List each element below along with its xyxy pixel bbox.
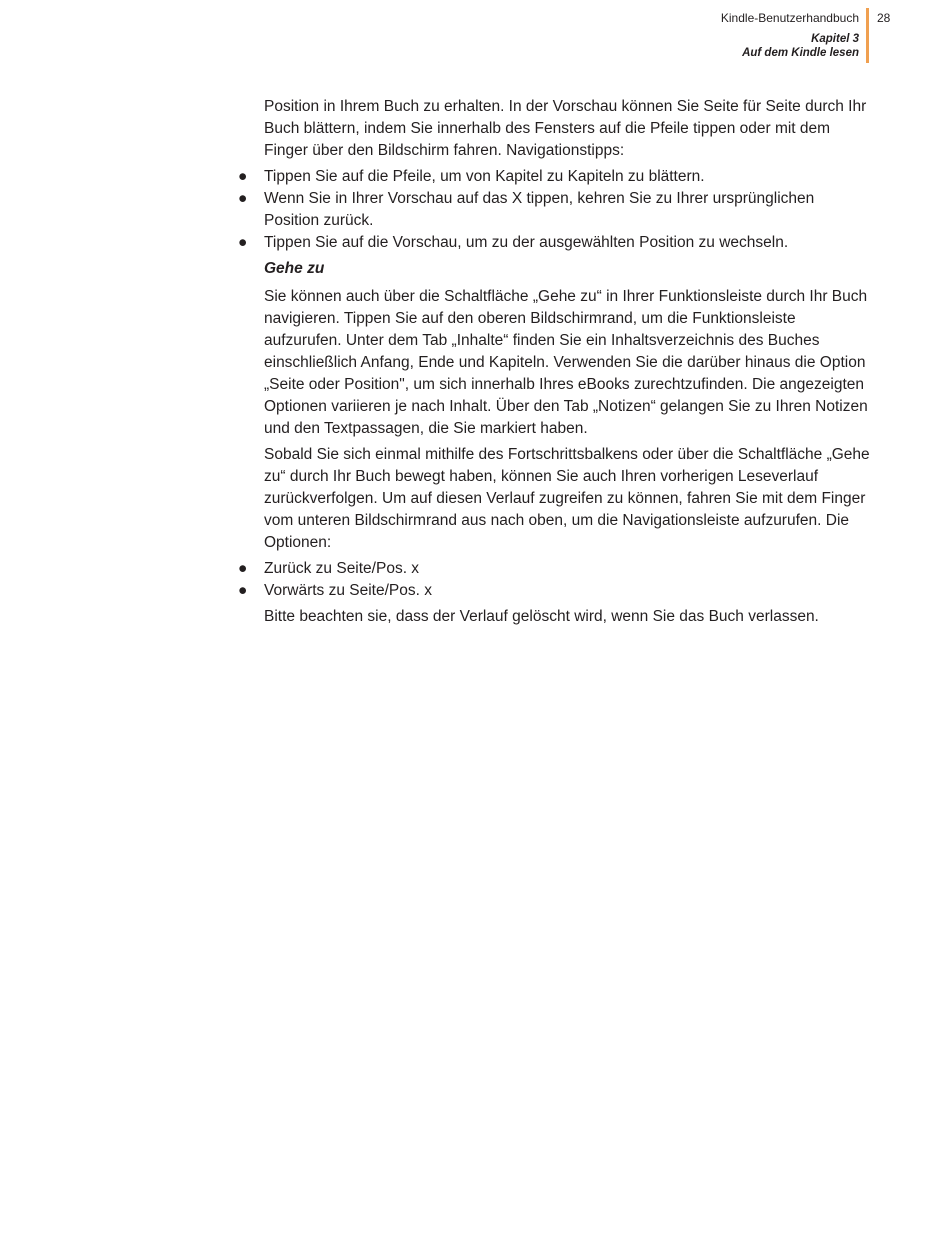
history-options-list — [238, 558, 870, 602]
list-item: ● Vorwärts zu Seite/Pos. x — [264, 580, 870, 602]
closing-paragraph: Bitte beachten sie, dass der Verlauf gelöscht wird, wenn Sie das Buch verlassen. — [264, 608, 819, 625]
list-item: ● Wenn Sie in Ihrer Vorschau auf das X tippen, kehren Sie zu Ihrer ursprünglichen Position zurück. — [238, 190, 815, 229]
book-title: Kindle-Benutzerhandbuch — [720, 11, 859, 25]
list-item: ● Tippen Sie auf die Pfeile, um von Kapitel zu Kapiteln zu blättern. — [264, 166, 870, 188]
bullet-icon: ● — [238, 560, 248, 577]
intro-paragraph: Position in Ihrem Buch zu erhalten. In der Vorschau können Sie Seite für Seite durch Ihr Buch blättern, indem Sie innerhalb des Fensters auf die Pfeile tippen oder mit dem Finger über den Bildschirm fahren. Navigationstipps: — [264, 98, 867, 159]
running-header — [467, 10, 867, 60]
navigation-tips-list — [238, 166, 870, 254]
chapter-number: Kapitel 3 — [811, 33, 859, 45]
chapter-title: Auf dem Kindle lesen — [742, 47, 859, 59]
page-content — [238, 96, 870, 632]
bullet-icon: ● — [238, 582, 248, 599]
history-paragraph: Sobald Sie sich einmal mithilfe des Fortschrittsbalkens oder über die Schaltfläche „Gehe zu“ durch Ihr Buch bewegt haben, können Sie auch Ihren vorherigen Leseverlauf zurückverfolgen. Um auf diesen Verlauf zugreifen zu können, fahren Sie mit dem Finger vom unteren Bildschirmrand aus nach oben, um die Navigationsleiste aufzurufen. Die Optionen: — [264, 446, 870, 551]
header-accent-bar — [866, 8, 869, 63]
goto-paragraph: Sie können auch über die Schaltfläche „Gehe zu“ in Ihrer Funktionsleiste durch Ihr Buch navigieren. Tippen Sie auf den oberen Bildschirmrand, um die Funktionsleiste aufzurufen. Unter dem Tab „Inhalte“ finden Sie ein Inhaltsverzeichnis des Buches einschließlich Anfang, Ende und Kapiteln. Verwenden Sie die darüber hinaus die Option „Seite oder Position", um sich innerhalb Ihres eBooks zurechtzufinden. Die angezeigten Optionen variieren je nach Inhalt. Über den Tab „Notizen“ gelangen Sie zu Ihren Notizen und den Textpassagen, die Sie markiert haben. — [264, 288, 868, 437]
bullet-icon: ● — [238, 190, 248, 207]
bullet-icon: ● — [238, 234, 248, 251]
page-number: 28 — [877, 11, 891, 25]
chapter-info — [467, 32, 867, 60]
list-item: ● Zurück zu Seite/Pos. x — [264, 558, 870, 580]
bullet-icon: ● — [238, 168, 248, 185]
section-heading: Gehe zu — [264, 260, 325, 277]
list-item: ● Tippen Sie auf die Vorschau, um zu der ausgewählten Position zu wechseln. — [264, 232, 870, 254]
